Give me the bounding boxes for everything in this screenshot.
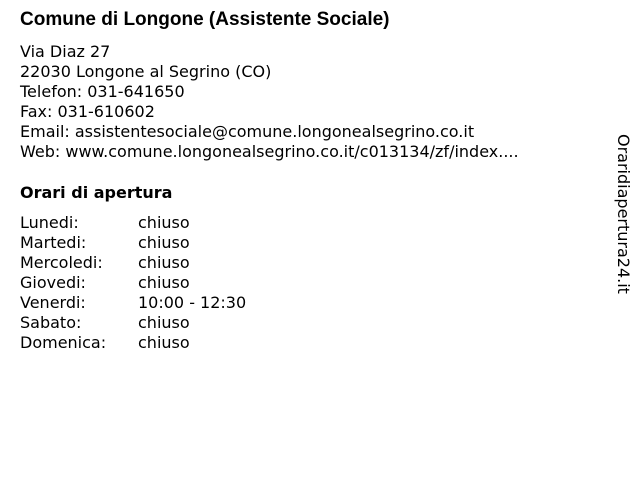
brand-text: Oraridiapertura24.it bbox=[614, 134, 633, 294]
website-url: Web: www.comune.longonealsegrino.co.it/c013134/zf/index.... bbox=[20, 142, 519, 161]
hours-value: chiuso bbox=[138, 273, 190, 292]
hours-row-tuesday bbox=[20, 233, 320, 253]
hours-value: chiuso bbox=[138, 313, 190, 332]
fax-number: Fax: 031-610602 bbox=[20, 102, 155, 121]
page-title: Comune di Longone (Assistente Sociale) bbox=[20, 9, 390, 30]
hours-row-friday bbox=[20, 293, 320, 313]
hours-row-saturday bbox=[20, 313, 320, 333]
day-label: Giovedi: bbox=[20, 273, 86, 292]
hours-value: chiuso bbox=[138, 333, 190, 352]
contact-block bbox=[20, 42, 519, 162]
brand-watermark bbox=[611, 134, 635, 310]
hours-row-monday bbox=[20, 213, 320, 233]
address-street: Via Diaz 27 bbox=[20, 42, 111, 61]
email-address: Email: assistentesociale@comune.longonealsegrino.co.it bbox=[20, 122, 475, 141]
hours-row-sunday bbox=[20, 333, 320, 353]
day-label: Martedi: bbox=[20, 233, 87, 252]
day-label: Lunedi: bbox=[20, 213, 79, 232]
address-city: 22030 Longone al Segrino (CO) bbox=[20, 62, 272, 81]
hours-value: chiuso bbox=[138, 253, 190, 272]
opening-hours-heading: Orari di apertura bbox=[20, 183, 173, 202]
day-label: Mercoledi: bbox=[20, 253, 103, 272]
hours-row-thursday bbox=[20, 273, 320, 293]
hours-row-wednesday bbox=[20, 253, 320, 273]
day-label: Sabato: bbox=[20, 313, 82, 332]
day-label: Venerdi: bbox=[20, 293, 86, 312]
hours-value: 10:00 - 12:30 bbox=[138, 293, 247, 312]
hours-value: chiuso bbox=[138, 213, 190, 232]
hours-value: chiuso bbox=[138, 233, 190, 252]
opening-hours-table bbox=[20, 213, 320, 353]
day-label: Domenica: bbox=[20, 333, 107, 352]
phone-number: Telefon: 031-641650 bbox=[20, 82, 185, 101]
